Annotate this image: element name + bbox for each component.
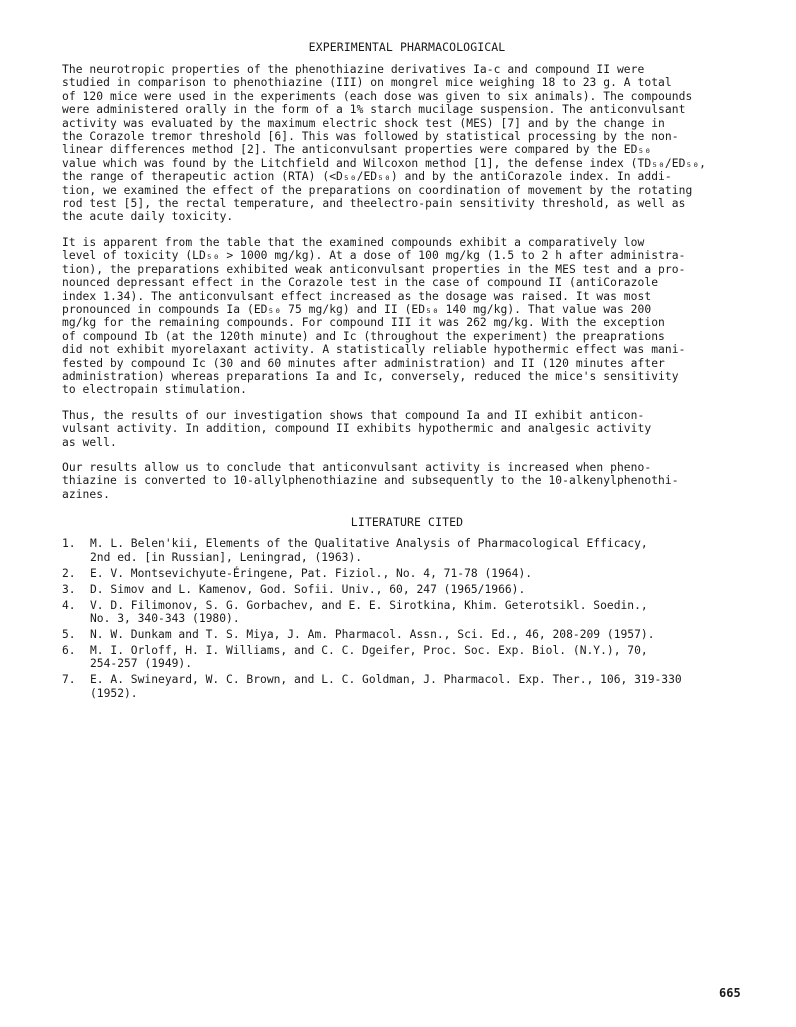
reference-item — [62, 537, 752, 564]
reference-number: 2. — [62, 566, 76, 580]
reference-number: 5. — [62, 628, 76, 641]
section-title: EXPERIMENTAL PHARMACOLOGICAL — [308, 40, 506, 54]
reference-text: E. A. Swineyard, W. C. Brown, and L. C. Goldman, J. Pharmacol. Exp. Ther., 106, 319-330 (1952). — [90, 673, 682, 700]
reference-number: 6. — [62, 644, 76, 657]
reference-item — [62, 644, 752, 671]
paragraph-conclusion: Our results allow us to conclude that anticonvulsant activity is increased when pheno- thiazine is converted to 10-allylphenothiazine and subsequently to the 10-alkenylphenothi- azines. — [62, 460, 679, 501]
reference-list — [62, 537, 752, 700]
page-body — [62, 40, 752, 703]
paragraph-results: It is apparent from the table that the examined compounds exhibit a comparatively low level of toxicity (LD₅₀ > 1000 mg/kg). At a dose of 100 mg/kg (1.5 to 2 h after administra- tion), the preparations exhibited weak anticonvulsant properties in the MES test and a pro- nounced depressant effect in the Corazole test in the case of compound II (antiCorazole index 1.34). The anticonvulsant effect increased as the dosage was raised. It was most pronounced in compounds Ia (ED₅₀ 75 mg/kg) and II (ED₅₀ 140 mg/kg). That value was 200 mg/kg for the remaining compounds. For compound III it was 262 mg/kg. With the exception of compound Ib (at the 120th minute) and Ic (throughout the experiment) the preaprations did not exhibit myorelaxant activity. A statistically reliable hypothermic effect was mani- fested by compound Ic (30 and 60 minutes after administration) and II (120 minutes after administration) whereas preparations Ia and Ic, conversely, reduced the mice's sensitivity to electropain stimulation. — [62, 235, 686, 397]
reference-text: M. I. Orloff, H. I. Williams, and C. C. Dgeifer, Proc. Soc. Exp. Biol. (N.Y.), 70, 254-257 (1949). — [90, 644, 648, 671]
reference-number: 3. — [62, 582, 76, 596]
paragraph-summary: Thus, the results of our investigation shows that compound Ia and II exhibit anticon- vulsant activity. In addition, compound II exhibits hypothermic and analgesic activity as well. — [62, 408, 652, 449]
reference-text: N. W. Dunkam and T. S. Miya, J. Am. Pharmacol. Assn., Sci. Ed., 46, 208-209 (1957). — [90, 628, 655, 641]
reference-text: E. V. Montsevichyute-Éringene, Pat. Fiziol., No. 4, 71-78 (1964). — [90, 566, 533, 580]
reference-text: V. D. Filimonov, S. G. Gorbachev, and E. E. Sirotkina, Khim. Geterotsikl. Soedin., No. 3, 340-343 (1980). — [90, 598, 648, 625]
page-number: 665 — [719, 986, 741, 1000]
reference-number: 7. — [62, 673, 76, 687]
reference-item — [62, 567, 752, 580]
reference-text: D. Simov and L. Kamenov, God. Sofii. Univ., 60, 247 (1965/1966). — [90, 582, 526, 596]
reference-number: 4. — [62, 598, 76, 612]
reference-number: 1. — [62, 537, 76, 551]
literature-title: LITERATURE CITED — [350, 515, 464, 530]
reference-item — [62, 583, 752, 596]
reference-item — [62, 599, 752, 626]
reference-text: M. L. Belen'kii, Elements of the Qualitative Analysis of Pharmacological Efficacy, 2nd ed. [in Russian], Leningrad, (1963). — [90, 537, 648, 564]
reference-item — [62, 673, 752, 700]
paragraph-methods: The neurotropic properties of the phenothiazine derivatives Ia-c and compound II were studied in comparison to phenothiazine (III) on mongrel mice weighing 18 to 23 g. A total of 120 mice were used in the experiments (each dose was given to six animals). The compounds were administered orally in the form of a 1% starch mucilage suspension. The anticonvulsant activity was evaluated by the maximum electric shock test (MES) [7] and by the change in the Corazole tremor threshold [6]. This was followed by statistical processing by the non- linear differences method [2]. The anticonvulsant properties were compared by the ED₅₀ value which was found by the Litchfield and Wilcoxon method [1], the defense index (TD₅₀/ED₅₀, the range of therapeutic action (RTA) (<D₅₀/ED₅₀) and by the antiCorazole index. In addi- tion, we examined the effect of the preparations on coordination of movement by the rotating rod test [5], the rectal temperature, and theelectro-pain sensitivity threshold, as well as the acute daily toxicity. — [62, 63, 707, 224]
reference-item — [62, 628, 752, 641]
